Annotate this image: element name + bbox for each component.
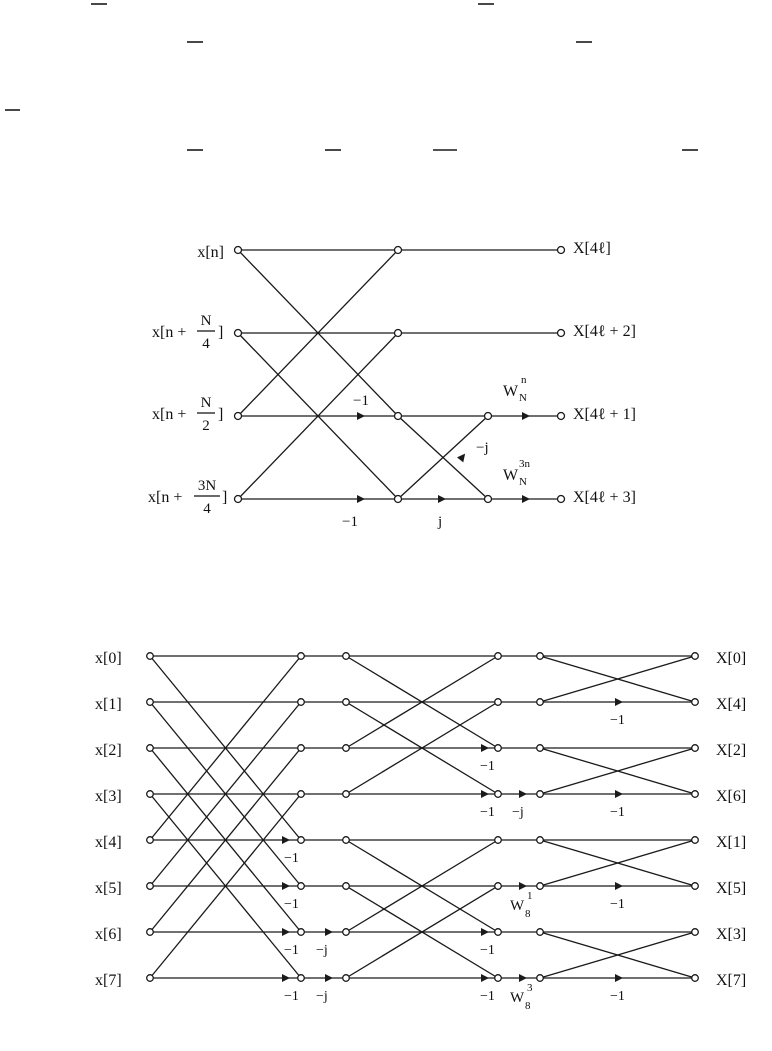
node-col-4 [537, 745, 544, 752]
eight-point-input-3: x[3] [95, 788, 122, 805]
node-col-2 [343, 699, 350, 706]
node-col-1 [298, 883, 305, 890]
s1-arrow-minus-one [282, 882, 290, 890]
radix4-mid-node [395, 413, 402, 420]
radix4-nodes [235, 247, 565, 503]
svg-text:8: 8 [525, 908, 531, 920]
stage2-gain-row7: −1 [480, 989, 495, 1004]
radix4-input-2-numerator: N [200, 395, 212, 411]
node-col-1 [298, 975, 305, 982]
s2-arrow-minus-one [481, 974, 489, 982]
svg-text:N: N [519, 476, 527, 488]
node-col-2 [343, 837, 350, 844]
node-col-1 [298, 653, 305, 660]
svg-text:1: 1 [527, 890, 533, 902]
svg-text:W: W [503, 383, 519, 400]
node-col-4 [537, 929, 544, 936]
s2-arrow-minus-j [519, 790, 527, 798]
radix4-output-1: X[4ℓ + 2] [573, 323, 636, 340]
eight-point-input-1: x[1] [95, 696, 122, 713]
node-col-2 [343, 791, 350, 798]
node-col-5 [692, 745, 699, 752]
radix4-input-1: x[n + [152, 324, 187, 341]
node-col-5 [692, 791, 699, 798]
svg-text:8: 8 [525, 1000, 531, 1012]
eight-point-output-3: X[6] [716, 788, 747, 805]
svg-text:N: N [519, 392, 527, 404]
radix4-input-node [235, 247, 242, 254]
radix4-arrow-twiddle [522, 495, 530, 503]
node-col-0 [147, 837, 154, 844]
radix4-output-3: X[4ℓ + 3] [573, 489, 636, 506]
radix4-butterfly-diagram [148, 240, 636, 530]
radix4-input-1-numerator: N [200, 313, 212, 329]
node-col-3 [495, 699, 502, 706]
radix4-arrow-minus-one [357, 412, 365, 420]
s3-arrow-minus-one [615, 790, 623, 798]
node-col-0 [147, 975, 154, 982]
twiddle-w8-1 [510, 890, 533, 920]
radix4-twiddle-wn-3n [503, 458, 531, 488]
radix4-output-node [558, 247, 565, 254]
s1-arrow-minus-one [282, 928, 290, 936]
radix4-input-node [235, 496, 242, 503]
svg-text:3: 3 [527, 982, 533, 994]
s1-arrow-minus-one [282, 974, 290, 982]
radix4-output-node [558, 496, 565, 503]
node-col-3 [495, 745, 502, 752]
radix4-input-node [235, 413, 242, 420]
eight-point-input-5: x[5] [95, 880, 122, 897]
s2-arrow-minus-one [481, 744, 489, 752]
node-col-2 [343, 929, 350, 936]
stage3-gain-row1: −1 [610, 713, 625, 728]
radix4-twiddle-node [485, 496, 492, 503]
node-col-4 [537, 883, 544, 890]
stage1-gain-row5: −1 [284, 897, 299, 912]
radix4-output-2: X[4ℓ + 1] [573, 406, 636, 423]
node-col-1 [298, 929, 305, 936]
stage2-j-row3: −j [512, 805, 524, 820]
node-col-3 [495, 975, 502, 982]
node-col-3 [495, 791, 502, 798]
stage1-gain-row7: −1 [284, 989, 299, 1004]
node-col-5 [692, 837, 699, 844]
radix4-input-1-denominator: 4 [202, 336, 210, 352]
svg-text:n: n [521, 374, 527, 386]
node-col-0 [147, 745, 154, 752]
node-col-2 [343, 653, 350, 660]
node-col-4 [537, 975, 544, 982]
radix4-input-3-close: ] [222, 489, 228, 506]
node-col-0 [147, 791, 154, 798]
stage1-gain-row4: −1 [284, 851, 299, 866]
radix4-gain-minus-j: −j [476, 440, 489, 456]
radix4-mid-node [395, 330, 402, 337]
node-col-4 [537, 837, 544, 844]
radix4-arrow-twiddle [522, 412, 530, 420]
s1-arrow-minus-j [325, 928, 333, 936]
svg-text:3n: 3n [519, 458, 530, 470]
eight-point-output-4: X[1] [716, 834, 747, 851]
eight-point-input-6: x[6] [95, 926, 122, 943]
node-col-4 [537, 653, 544, 660]
eight-point-flow-graph [95, 650, 746, 1012]
eight-point-output-2: X[2] [716, 742, 747, 759]
eight-point-output-0: X[0] [716, 650, 747, 667]
radix4-arrow-minus-one [357, 495, 365, 503]
radix4-output-0: X[4ℓ] [573, 240, 611, 257]
node-col-5 [692, 653, 699, 660]
node-col-5 [692, 929, 699, 936]
node-col-0 [147, 699, 154, 706]
eight-point-input-2: x[2] [95, 742, 122, 759]
svg-text:W: W [503, 467, 519, 484]
node-col-4 [537, 699, 544, 706]
node-col-3 [495, 837, 502, 844]
eight-point-output-5: X[5] [716, 880, 747, 897]
node-col-5 [692, 699, 699, 706]
s2-arrow-twiddle [519, 882, 527, 890]
radix4-gain-minus-one-row3: −1 [353, 393, 369, 409]
svg-text:W: W [510, 898, 525, 914]
stage1-j-row7: −j [316, 989, 328, 1004]
radix4-input-0: x[n] [197, 244, 224, 261]
node-col-3 [495, 653, 502, 660]
s3-arrow-minus-one [615, 698, 623, 706]
cropped-top-fragments [5, 4, 698, 150]
node-col-0 [147, 653, 154, 660]
eight-point-output-7: X[7] [716, 972, 747, 989]
eight-point-input-0: x[0] [95, 650, 122, 667]
radix4-input-1-close: ] [218, 324, 224, 341]
eight-point-input-4: x[4] [95, 834, 122, 851]
radix4-input-2: x[n + [152, 406, 187, 423]
node-col-2 [343, 883, 350, 890]
stage3-gain-row3: −1 [610, 805, 625, 820]
radix4-input-3: x[n + [148, 489, 183, 506]
stage3-gain-row7: −1 [610, 989, 625, 1004]
radix4-twiddle-wn-n [503, 374, 527, 404]
node-col-2 [343, 745, 350, 752]
node-col-3 [495, 883, 502, 890]
s2-arrow-twiddle [519, 974, 527, 982]
s1-arrow-minus-one [282, 836, 290, 844]
twiddle-w8-3 [510, 982, 533, 1012]
node-col-1 [298, 837, 305, 844]
s3-arrow-minus-one [615, 882, 623, 890]
stage2-gain-row6: −1 [480, 943, 495, 958]
node-col-5 [692, 883, 699, 890]
stage3-gain-row5: −1 [610, 897, 625, 912]
s1-arrow-minus-j [325, 974, 333, 982]
node-col-3 [495, 929, 502, 936]
radix4-gain-minus-one-row4: −1 [342, 514, 358, 530]
stage2-gain-row2: −1 [480, 759, 495, 774]
svg-text:W: W [510, 990, 525, 1006]
s3-arrow-minus-one [615, 974, 623, 982]
radix4-input-node [235, 330, 242, 337]
eight-point-output-1: X[4] [716, 696, 747, 713]
stage2-gain-row3: −1 [480, 805, 495, 820]
radix4-branches [238, 250, 561, 499]
radix4-input-2-close: ] [218, 406, 224, 423]
radix4-mid-node [395, 247, 402, 254]
radix4-output-node [558, 413, 565, 420]
node-col-4 [537, 791, 544, 798]
eight-point-output-6: X[3] [716, 926, 747, 943]
radix4-arrow-minus-j [457, 451, 468, 462]
radix4-input-2-denominator: 2 [202, 418, 210, 434]
radix4-gain-j: j [438, 514, 443, 530]
radix4-twiddle-node [485, 413, 492, 420]
radix4-output-node [558, 330, 565, 337]
stage1-gain-row6: −1 [284, 943, 299, 958]
s2-arrow-minus-one [481, 790, 489, 798]
node-col-2 [343, 975, 350, 982]
node-col-0 [147, 883, 154, 890]
radix4-arrow-j [438, 495, 446, 503]
node-col-1 [298, 791, 305, 798]
node-col-5 [692, 975, 699, 982]
radix4-input-3-denominator: 4 [203, 501, 211, 517]
radix4-input-3-numerator: 3N [197, 478, 217, 494]
node-col-0 [147, 929, 154, 936]
stage1-j-row6: −j [316, 943, 328, 958]
s2-arrow-minus-one [481, 928, 489, 936]
radix4-mid-node [395, 496, 402, 503]
eight-point-input-7: x[7] [95, 972, 122, 989]
node-col-1 [298, 699, 305, 706]
node-col-1 [298, 745, 305, 752]
